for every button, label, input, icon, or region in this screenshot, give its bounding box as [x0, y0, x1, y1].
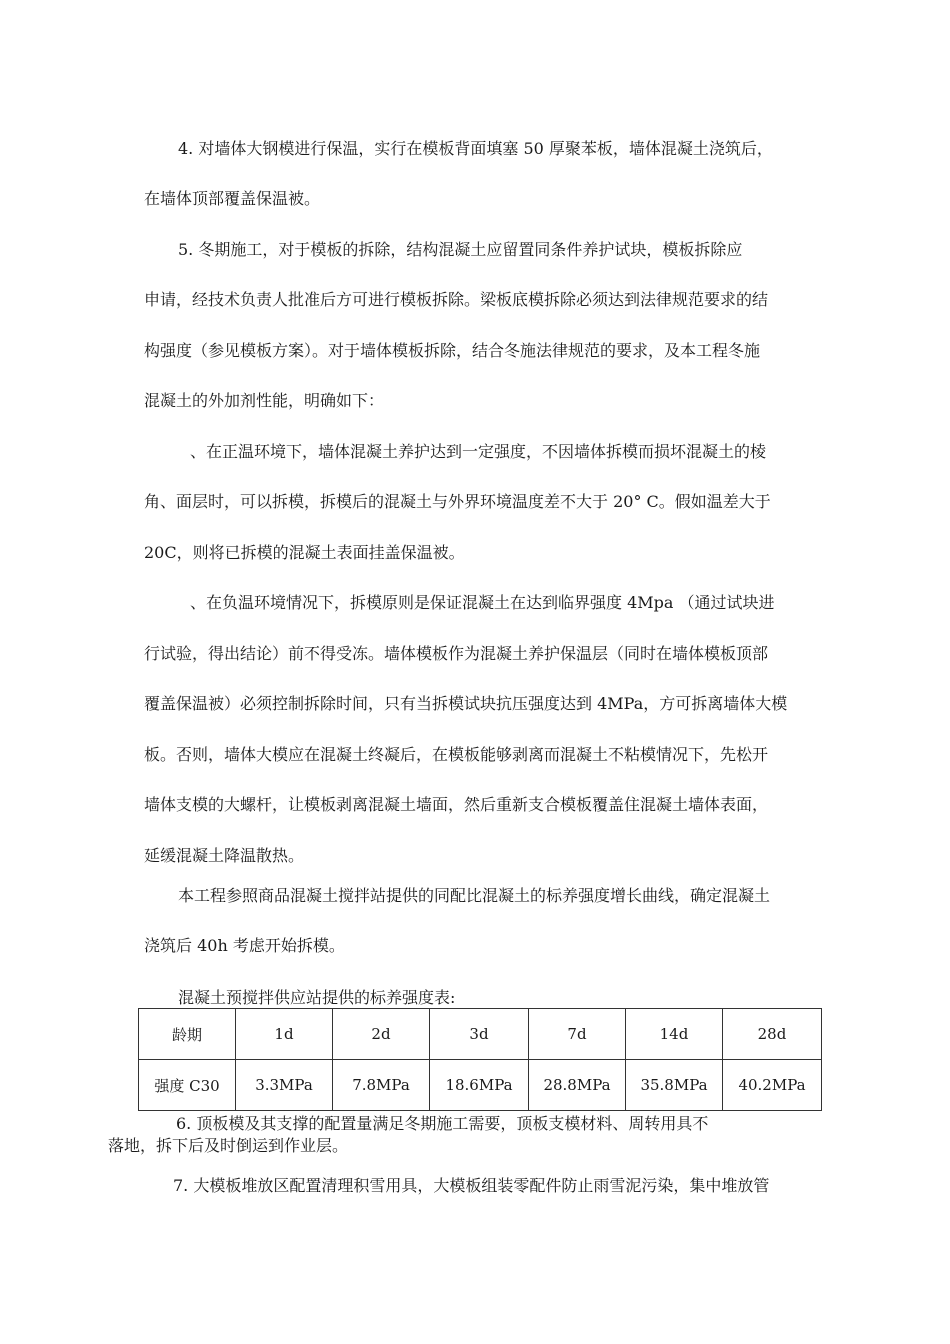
table-cell: 3.3MPa — [236, 1060, 333, 1111]
table-cell: 7.8MPa — [333, 1060, 430, 1111]
table-row — [139, 1060, 822, 1111]
table-cell: 3d — [430, 1009, 529, 1060]
table-caption: 混凝土预搅拌供应站提供的标养强度表: — [178, 988, 456, 1007]
paragraph-line-12: 覆盖保温被）必须控制拆除时间，只有当拆模试块抗压强度达到 4MPa，方可拆离墙体大模 — [144, 694, 788, 713]
strength-table — [138, 1008, 822, 1111]
paragraph-line-14: 墙体支模的大螺杆，让模板剥离混凝土墙面，然后重新支合模板覆盖住混凝土墙体表面， — [144, 795, 769, 814]
paragraph-line-8: 角、面层时，可以拆模，拆模后的混凝土与外界环境温度差不大于 20° C。假如温差大于 — [144, 492, 771, 511]
table-header-row — [139, 1009, 822, 1060]
paragraph-line-3: 5. 冬期施工，对于模板的拆除，结构混凝土应留置同条件养护试块，模板拆除应 — [178, 240, 743, 259]
paragraph-line-19: 落地，拆下后及时倒运到作业层。 — [108, 1136, 349, 1155]
table-cell: 1d — [236, 1009, 333, 1060]
paragraph-line-18: 6. 顶板模及其支撑的配置量满足冬期施工需要，顶板支模材料、周转用具不 — [176, 1114, 709, 1133]
paragraph-line-6: 混凝土的外加剂性能，明确如下： — [144, 391, 385, 410]
paragraph-line-7: 、在正温环境下，墙体混凝土养护达到一定强度，不因墙体拆模而损坏混凝土的棱 — [190, 442, 767, 461]
table-cell: 强度 C30 — [139, 1060, 236, 1111]
table-cell: 40.2MPa — [723, 1060, 822, 1111]
paragraph-line-2: 在墙体顶部覆盖保温被。 — [144, 189, 321, 208]
paragraph-line-16: 本工程参照商品混凝土搅拌站提供的同配比混凝土的标养强度增长曲线，确定混凝土 — [178, 886, 771, 905]
table-cell: 28d — [723, 1009, 822, 1060]
paragraph-line-10: 、在负温环境情况下，拆模原则是保证混凝土在达到临界强度 4Mpa （通过试块进 — [190, 593, 775, 612]
table-cell: 28.8MPa — [529, 1060, 626, 1111]
table-cell: 35.8MPa — [626, 1060, 723, 1111]
table-cell: 18.6MPa — [430, 1060, 529, 1111]
paragraph-line-9: 20C，则将已拆模的混凝土表面挂盖保温被。 — [144, 543, 465, 562]
paragraph-line-15: 延缓混凝土降温散热。 — [144, 846, 305, 865]
table-cell: 2d — [333, 1009, 430, 1060]
paragraph-line-13: 板。否则，墙体大模应在混凝土终凝后，在模板能够剥离而混凝土不粘模情况下，先松开 — [144, 745, 769, 764]
table-cell: 14d — [626, 1009, 723, 1060]
paragraph-line-20: 7. 大模板堆放区配置清理积雪用具，大模板组装零配件防止雨雪泥污染，集中堆放管 — [173, 1176, 770, 1195]
paragraph-line-11: 行试验，得出结论）前不得受冻。墙体模板作为混凝土养护保温层（同时在墙体模板顶部 — [144, 644, 769, 663]
paragraph-line-17: 浇筑后 40h 考虑开始拆模。 — [144, 936, 345, 955]
paragraph-line-5: 构强度（参见模板方案）。对于墙体模板拆除，结合冬施法律规范的要求，及本工程冬施 — [144, 341, 761, 360]
table-cell: 龄期 — [139, 1009, 236, 1060]
paragraph-line-1: 4. 对墙体大钢模进行保温，实行在模板背面填塞 50 厚聚苯板，墙体混凝土浇筑后， — [178, 139, 773, 158]
table-cell: 7d — [529, 1009, 626, 1060]
paragraph-line-4: 申请，经技术负责人批准后方可进行模板拆除。梁板底模拆除必须达到法律规范要求的结 — [144, 290, 769, 309]
